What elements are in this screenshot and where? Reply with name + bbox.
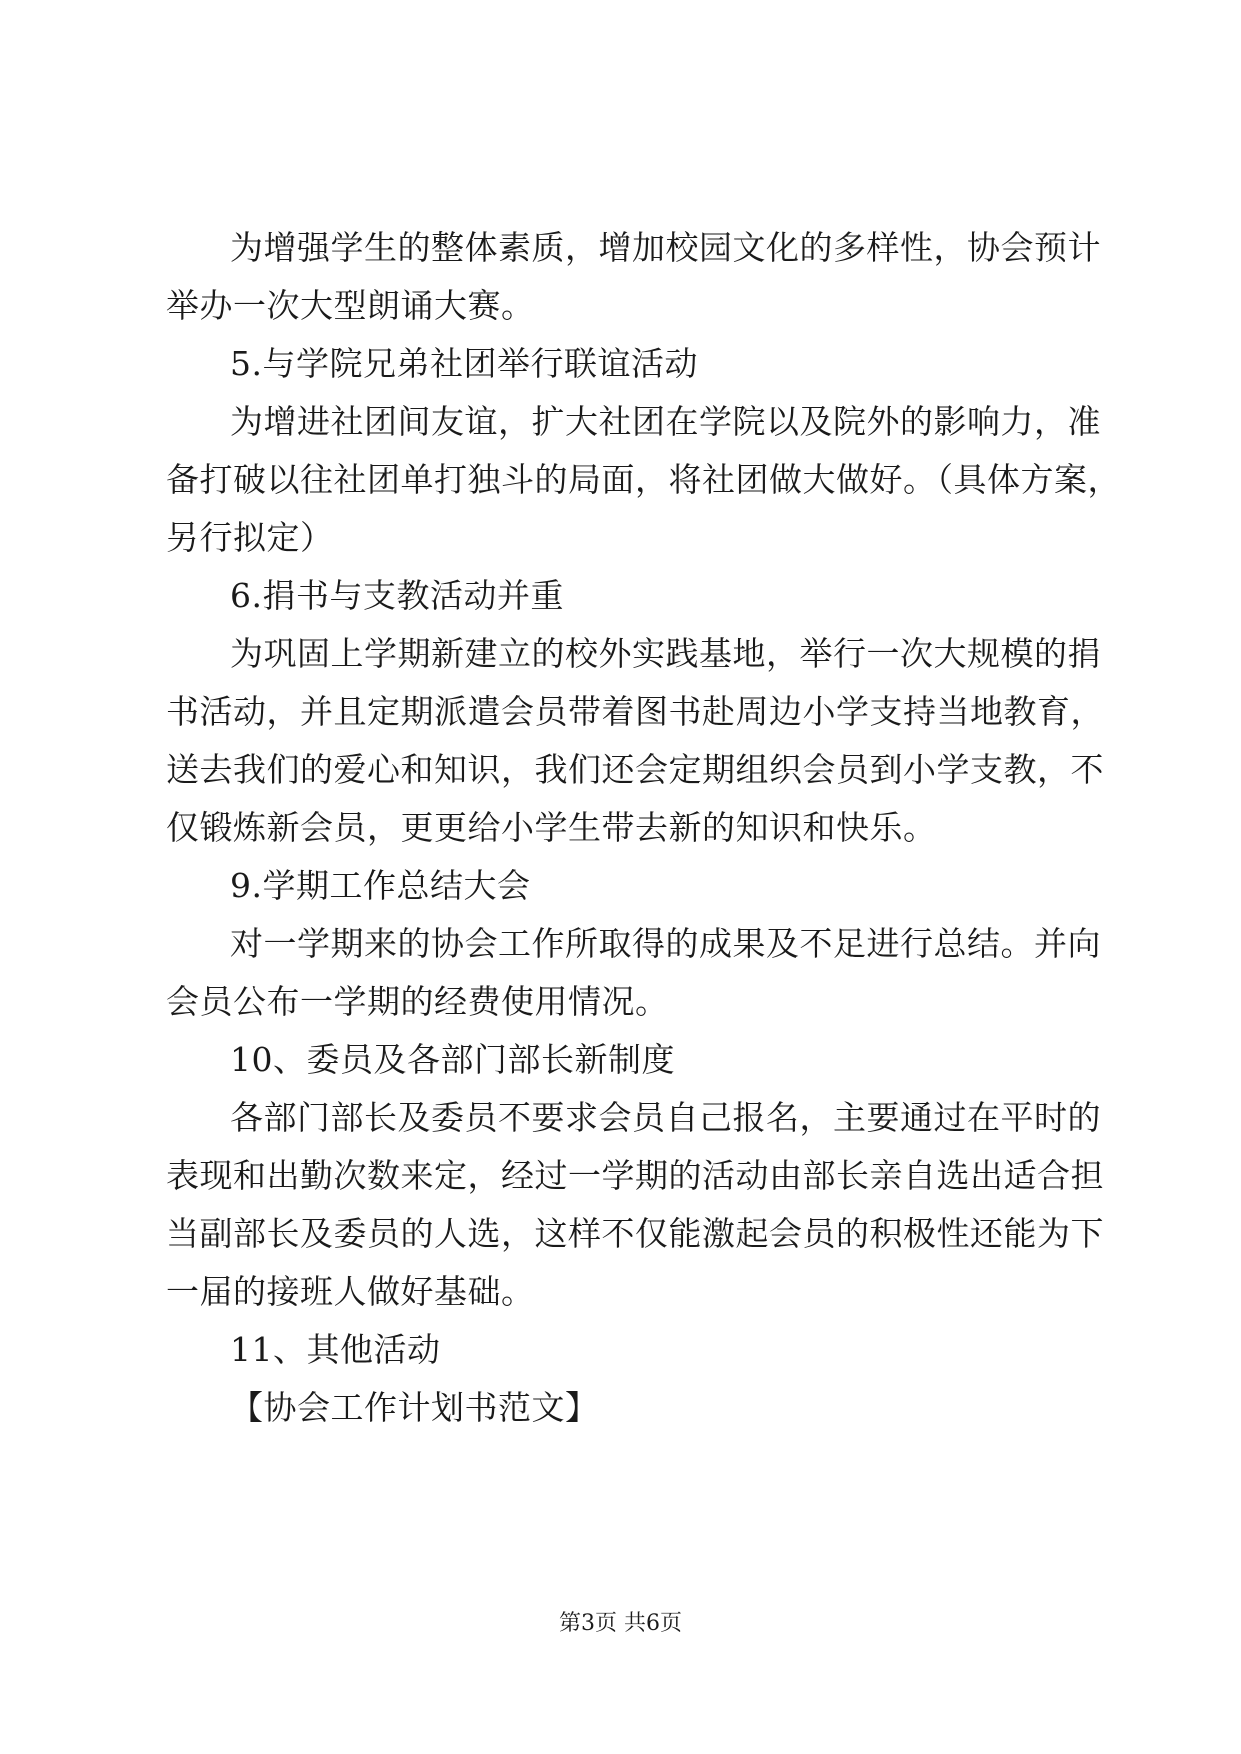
paragraph-line: 一届的接班人做好基础。 [166, 1272, 535, 1311]
paragraph-line: 另行拟定） [166, 518, 334, 557]
paragraph-line: 表现和出勤次数来定，经过一学期的活动由部长亲自选出适合担 [166, 1156, 1104, 1195]
paragraph-line: 对一学期来的协会工作所取得的成果及不足进行总结。并向 [230, 924, 1101, 963]
paragraph-line: 举办一次大型朗诵大赛。 [166, 286, 535, 325]
paragraph-line: 为增进社团间友谊，扩大社团在学院以及院外的影响力，准 [230, 402, 1101, 441]
section-heading: 11、其他活动 [230, 1330, 441, 1369]
paragraph-line: 送去我们的爱心和知识，我们还会定期组织会员到小学支教，不 [166, 750, 1104, 789]
section-heading: 6.捐书与支教活动并重 [230, 576, 564, 615]
section-heading: 5.与学院兄弟社团举行联谊活动 [230, 344, 698, 383]
page-number-footer: 第3页 共6页 [559, 1611, 682, 1636]
section-heading: 10、委员及各部门部长新制度 [230, 1040, 675, 1079]
paragraph-line: 仅锻炼新会员，更更给小学生带去新的知识和快乐。 [166, 808, 937, 847]
section-heading: 9.学期工作总结大会 [230, 866, 531, 905]
paragraph-line: 会员公布一学期的经费使用情况。 [166, 982, 669, 1021]
paragraph-line: 各部门部长及委员不要求会员自己报名，主要通过在平时的 [230, 1098, 1101, 1137]
section-heading: 【协会工作计划书范文】 [230, 1388, 599, 1427]
paragraph-line: 为巩固上学期新建立的校外实践基地，举行一次大规模的捐 [230, 634, 1101, 673]
paragraph-line: 为增强学生的整体素质，增加校园文化的多样性，协会预计 [230, 228, 1101, 267]
paragraph-line: 备打破以往社团单打独斗的局面，将社团做大做好。（具体方案， [166, 460, 1121, 499]
paragraph-line: 书活动，并且定期派遣会员带着图书赴周边小学支持当地教育， [166, 692, 1104, 731]
paragraph-line: 当副部长及委员的人选，这样不仅能激起会员的积极性还能为下 [166, 1214, 1104, 1253]
